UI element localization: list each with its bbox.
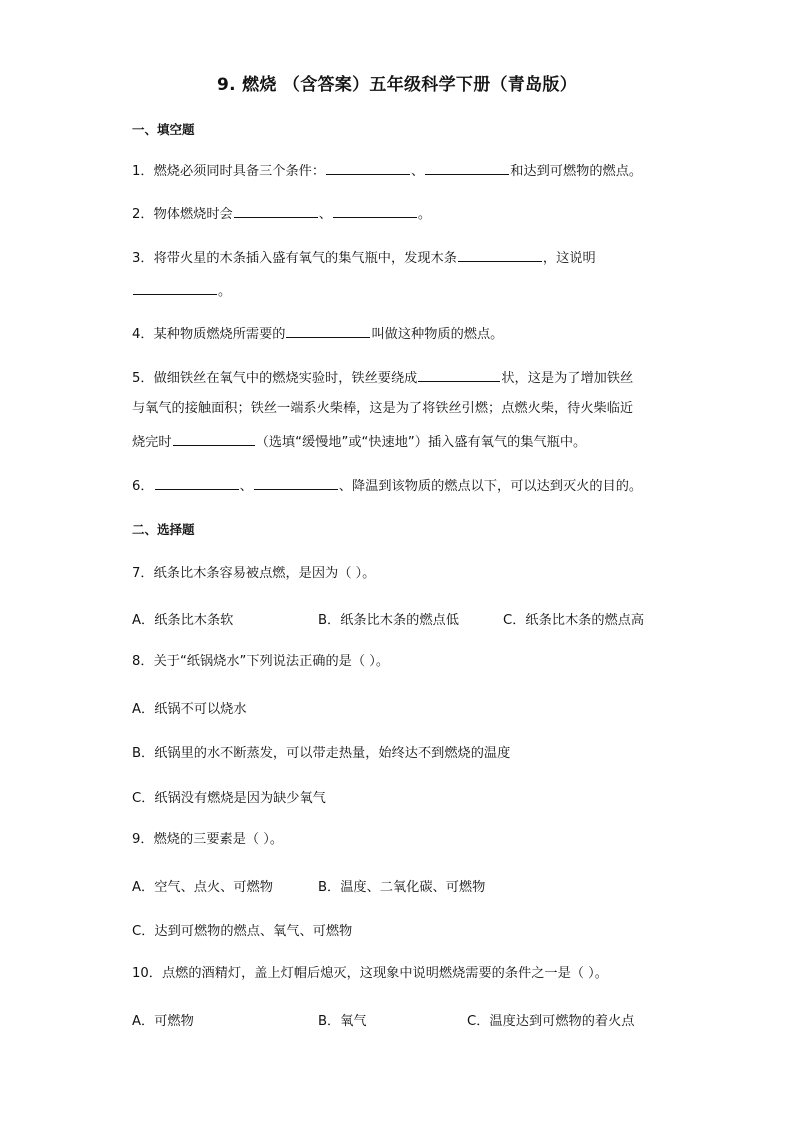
option-b[interactable]: B．纸条比木条的燃点低 <box>318 613 459 628</box>
question-text: 、降温到该物质的燃点以下，可以达到灭火的目的。 <box>338 479 643 494</box>
option-c[interactable]: C．温度达到可燃物的着火点 <box>467 1014 635 1029</box>
question-text: ，这说明 <box>542 251 596 266</box>
answer-blank[interactable] <box>133 280 217 295</box>
option-b[interactable]: B．温度、二氧化碳、可燃物 <box>318 880 486 895</box>
answer-blank[interactable] <box>155 475 239 490</box>
choice-question-7: 7．纸条比木条容易被点燃，是因为（ ）。 <box>132 566 376 581</box>
choice-question-8: 8．关于“纸锅烧水”下列说法正确的是（ ）。 <box>132 654 390 669</box>
question-text: 物体燃烧时会 <box>153 207 233 222</box>
question-number: 1． <box>132 164 154 179</box>
question-number: 2． <box>132 207 154 222</box>
option-a[interactable]: A．纸条比木条软 <box>132 613 234 628</box>
question-number: 3． <box>132 251 154 266</box>
fill-question-5-line-2 <box>132 399 633 419</box>
fill-question-2 <box>132 203 431 225</box>
choice-question-10: 10．点燃的酒精灯，盖上灯帽后熄灭，这现象中说明燃烧需要的条件之一是（ ）。 <box>132 966 608 981</box>
question-text: 某种物质燃烧所需要的 <box>153 327 286 342</box>
question-text: 与氧气的接触面积；铁丝一端系火柴棒，这是为了将铁丝引燃；点燃火柴，待火柴临近 <box>132 401 634 416</box>
fill-question-3 <box>132 247 596 269</box>
question-text: （选填“缓慢地”或“快速地”）插入盛有氧气的集气瓶中。 <box>255 435 587 450</box>
question-text: 。 <box>218 284 232 299</box>
choice-question-9: 9．燃烧的三要素是（ ）。 <box>132 832 284 847</box>
fill-question-5-line-3 <box>132 431 586 453</box>
question-number: 4． <box>132 327 154 342</box>
question-text: 、 <box>411 164 425 179</box>
question-text: 烧完时 <box>132 435 172 450</box>
question-text: 做细铁丝在氧气中的燃烧实验时，铁丝要绕成 <box>153 371 418 386</box>
option-a[interactable]: A．可燃物 <box>132 1014 194 1029</box>
question-text: 。 <box>417 207 432 222</box>
answer-blank[interactable] <box>326 160 410 175</box>
question-text: 燃烧必须同时具备三个条件： <box>153 164 326 179</box>
option-c[interactable]: C．纸锅没有燃烧是因为缺少氧气 <box>132 791 326 806</box>
section-heading-choice: 二、选择题 <box>132 522 195 537</box>
question-text: 和达到可燃物的燃点。 <box>510 164 643 179</box>
fill-question-4 <box>132 323 503 345</box>
answer-blank[interactable] <box>418 367 500 382</box>
option-b[interactable]: B．纸锅里的水不断蒸发，可以带走热量，始终达不到燃烧的温度 <box>132 746 511 761</box>
answer-blank[interactable] <box>234 203 318 218</box>
question-text: 、 <box>318 207 332 222</box>
section-heading-fill: 一、填空题 <box>132 122 195 137</box>
option-a[interactable]: A．空气、点火、可燃物 <box>132 880 273 895</box>
fill-question-1 <box>132 160 642 182</box>
option-b[interactable]: B．氧气 <box>318 1014 367 1029</box>
question-text: 叫做这种物质的燃点。 <box>371 327 504 342</box>
question-text: 状，这是为了增加铁丝 <box>501 371 634 386</box>
answer-blank[interactable] <box>286 323 370 338</box>
option-a[interactable]: A．纸锅不可以烧水 <box>132 702 247 717</box>
fill-question-5 <box>132 367 633 389</box>
page-title: 9. 燃烧 （含答案）五年级科学下册（青岛版） <box>216 75 578 95</box>
option-c[interactable]: C．达到可燃物的燃点、氧气、可燃物 <box>132 924 353 939</box>
answer-blank[interactable] <box>173 431 255 446</box>
fill-question-3-continued <box>132 280 231 302</box>
answer-blank[interactable] <box>254 475 338 490</box>
option-c[interactable]: C．纸条比木条的燃点高 <box>503 613 645 628</box>
question-number: 6． <box>132 479 154 494</box>
answer-blank[interactable] <box>333 203 417 218</box>
fill-question-6 <box>132 475 642 497</box>
question-number: 5． <box>132 371 154 386</box>
question-text: 将带火星的木条插入盛有氧气的集气瓶中，发现木条 <box>153 251 457 266</box>
answer-blank[interactable] <box>425 160 509 175</box>
answer-blank[interactable] <box>458 247 542 262</box>
question-text: 、 <box>239 479 253 494</box>
